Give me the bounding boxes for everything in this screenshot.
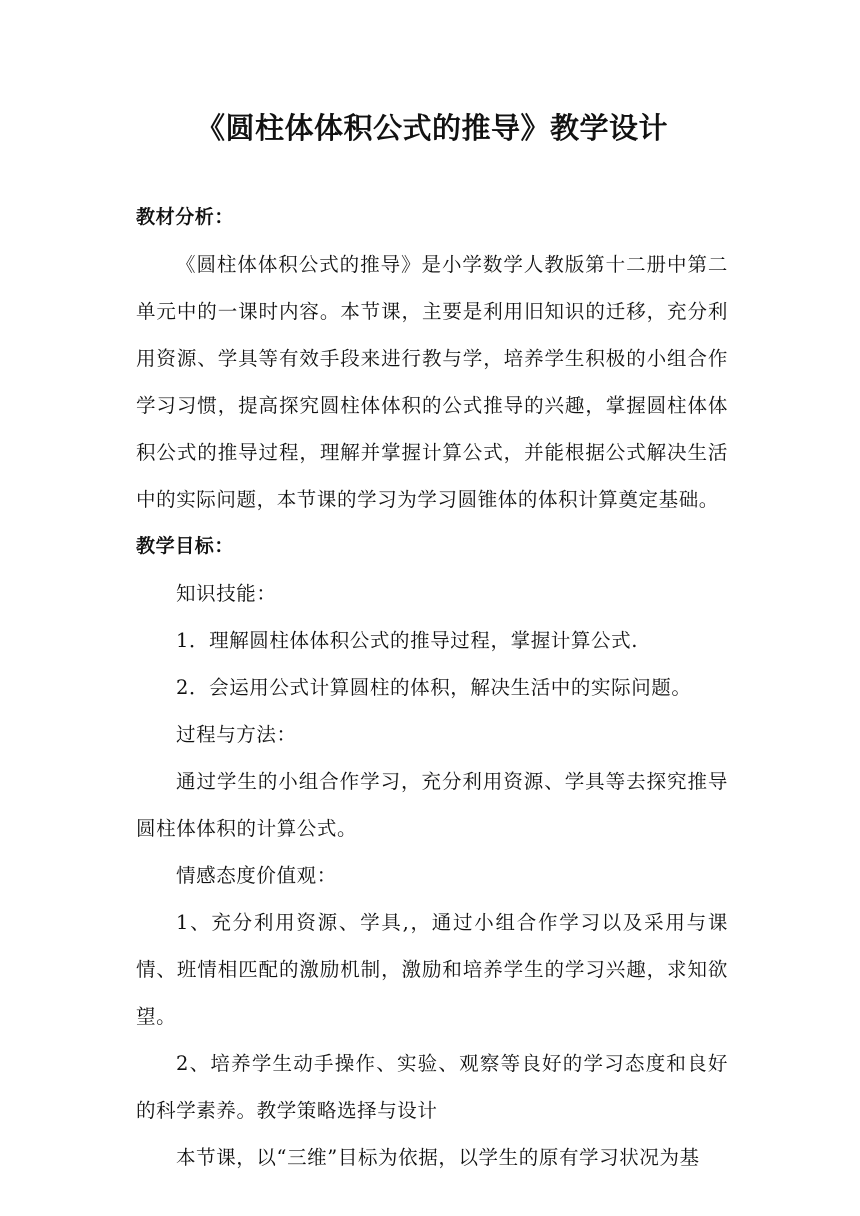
paragraph: 2、培养学生动手操作、实验、观察等良好的学习态度和良好的科学素养。教学策略选择与设计 [136,1052,728,1122]
section-heading: 教学目标： [136,535,235,557]
paragraph: 1．理解圆柱体体积公式的推导过程，掌握计算公式. [176,629,639,652]
paragraph: 《圆柱体体积公式的推导》是小学数学人教版第十二册中第二单元中的一课时内容。本节课，主要是利用旧知识的迁移，充分利用资源、学具等有效手段来进行教与学，培养学生积极的小组合作学习习惯，提高探究圆柱体体积的公式推导的兴趣，掌握圆柱体体积公式的推导过程，理解并掌握计算公式，并能根据公式解决生活中的实际问题，本节课的学习为学习圆锥体的体积计算奠定基础。 [136,253,728,511]
paragraph: 通过学生的小组合作学习，充分利用资源、学具等去探究推导圆柱体体积的计算公式。 [136,770,728,840]
paragraph: 知识技能： [176,582,277,605]
paragraph: 2．会运用公式计算圆柱的体积，解决生活中的实际问题。 [176,676,692,699]
paragraph: 过程与方法： [176,723,297,746]
paragraph: 本节课，以“三维”目标为依据，以学生的原有学习状况为基 [176,1146,700,1169]
section-heading: 教材分析： [136,206,235,228]
paragraph: 1、充分利用资源、学具,，通过小组合作学习以及采用与课情、班情相匹配的激励机制，激励和培养学生的学习兴趣，求知欲望。 [136,911,728,1028]
paragraph: 情感态度价值观： [176,864,337,887]
document-body [136,194,728,1181]
document-title: 《圆柱体体积公式的推导》教学设计 [195,111,668,145]
